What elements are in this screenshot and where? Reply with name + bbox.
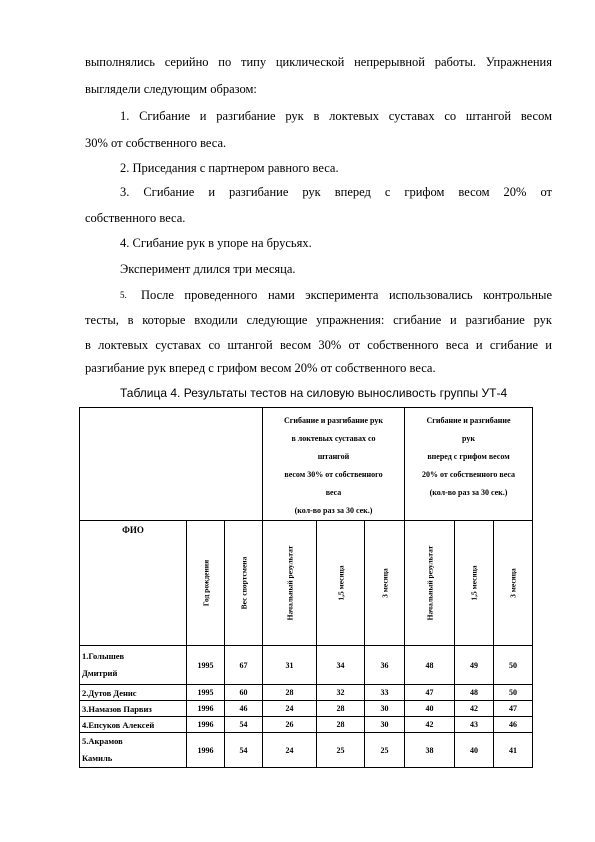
text-line-11: тесты, в которые входили следующие упражнения: сгибание и разгибание рук [85, 313, 552, 327]
cell-a3: 36 [365, 646, 405, 685]
table-row [80, 685, 533, 701]
cell-b3: 50 [494, 646, 533, 685]
group2-line-4: 20% от собственного веса [422, 470, 515, 479]
athlete-name-cell [80, 733, 187, 768]
cell-a2: 28 [317, 701, 365, 717]
cell-b3: 47 [494, 701, 533, 717]
initial-header-b-label: Начальный результат [425, 545, 434, 621]
initial-header-b [405, 521, 455, 646]
cell-b1: 40 [405, 701, 455, 717]
results-table [79, 407, 533, 768]
athlete-name-line: 2.Дутов Денис [82, 687, 137, 698]
table-row [80, 701, 533, 717]
m15-header-a [317, 521, 365, 646]
cell-a3: 30 [365, 701, 405, 717]
athlete-name-line: 4.Епсуков Алексей [82, 719, 155, 730]
group2-line-1: Сгибание и разгибание [426, 416, 511, 425]
athlete-name-cell [80, 646, 187, 685]
cell-a1: 31 [263, 646, 317, 685]
cell-b1: 47 [405, 685, 455, 701]
list-item-3: 3. Сгибание и разгибание рук вперед с грифом весом 20% от [120, 185, 552, 199]
cell-a2: 34 [317, 646, 365, 685]
m3-header-b-label: 3 месяца [508, 568, 518, 598]
group-header-forward-flexion [405, 408, 533, 521]
list-item-2: 2. Приседания с партнером равного веса. [120, 161, 339, 175]
fio-header: ФИО [80, 521, 187, 646]
group-header-elbow-flexion [263, 408, 405, 521]
text-line-4: 30% от собственного веса. [85, 136, 227, 150]
group2-line-2: рук [462, 434, 475, 443]
table-header-row-2 [80, 521, 533, 646]
table-body [80, 646, 533, 768]
group1-line-2: в локтевых суставах со [291, 434, 376, 443]
cell-a2: 32 [317, 685, 365, 701]
cell-weight: 54 [225, 733, 263, 768]
cell-a3: 25 [365, 733, 405, 768]
initial-header-a-label: Начальный результат [285, 545, 294, 621]
group1-line-6: (кол-во раз за 30 сек.) [294, 506, 373, 515]
cell-a1: 24 [263, 733, 317, 768]
group2-line-5: (кол-во раз за 30 сек.) [429, 488, 508, 497]
list-item-4: 4. Сгибание рук в упоре на брусьях. [120, 236, 312, 250]
cell-weight: 46 [225, 701, 263, 717]
cell-a1: 24 [263, 701, 317, 717]
cell-a2: 28 [317, 717, 365, 733]
cell-year: 1996 [187, 717, 225, 733]
cell-a3: 30 [365, 717, 405, 733]
table-row [80, 717, 533, 733]
header-empty-cell [80, 408, 263, 521]
athlete-name-cell [80, 701, 187, 717]
cell-b2: 43 [455, 717, 494, 733]
group1-line-4: весом 30% от собственного [284, 470, 383, 479]
group1-line-1: Сгибание и разгибание рук [283, 416, 384, 425]
cell-b3: 41 [494, 733, 533, 768]
cell-a1: 28 [263, 685, 317, 701]
cell-weight: 60 [225, 685, 263, 701]
athlete-name-line: Дмитрий [82, 668, 118, 678]
text-line-9: Эксперимент длился три месяца. [120, 262, 296, 276]
year-header [187, 521, 225, 646]
cell-b2: 49 [455, 646, 494, 685]
athlete-name-line: 3.Намазов Парвиз [82, 703, 152, 714]
initial-header-a [263, 521, 317, 646]
group1-line-3: штангой [317, 452, 350, 461]
weight-header [225, 521, 263, 646]
cell-weight: 54 [225, 717, 263, 733]
list-item-1: 1. Сгибание и разгибание рук в локтевых суставах со штангой весом [120, 109, 552, 123]
text-line-7: собственного веса. [85, 211, 186, 225]
cell-b1: 48 [405, 646, 455, 685]
text-line-13: разгибание рук вперед с грифом весом 20% от собственного веса. [85, 361, 436, 375]
cell-b3: 50 [494, 685, 533, 701]
text-line-12: в локтевых суставах со штангой весом 30% от собственного веса и сгибание и [85, 338, 552, 352]
cell-b2: 48 [455, 685, 494, 701]
m15-header-b [455, 521, 494, 646]
athlete-name-cell [80, 717, 187, 733]
cell-b2: 42 [455, 701, 494, 717]
m3-header-a-label: 3 месяца [380, 568, 389, 598]
cell-year: 1996 [187, 701, 225, 717]
athlete-name-line: Камиль [82, 753, 113, 763]
text-line-10: После проведенного нами эксперимента использовались контрольные [141, 288, 552, 302]
m3-header-b [494, 521, 533, 646]
cell-a1: 26 [263, 717, 317, 733]
cell-year: 1995 [187, 685, 225, 701]
m15-header-a-label: 1,5 месяца [336, 565, 345, 601]
cell-b3: 46 [494, 717, 533, 733]
weight-header-label: Вес спортсмена [239, 556, 248, 610]
cell-year: 1996 [187, 733, 225, 768]
athlete-name-line: 5.Акрамов [82, 736, 123, 746]
table-row [80, 733, 533, 768]
athlete-name-line: 1.Голышев [82, 651, 125, 661]
table-caption: Таблица 4. Результаты тестов на силовую выносливость группы УТ-4 [120, 386, 508, 400]
cell-b1: 42 [405, 717, 455, 733]
athlete-name-cell [80, 685, 187, 701]
text-line-1: выполнялись серийно по типу циклической непрерывной работы. Упражнения [85, 55, 552, 69]
m3-header-a [365, 521, 405, 646]
cell-a2: 25 [317, 733, 365, 768]
text-line-2: выглядели следующим образом: [85, 82, 257, 96]
group1-line-5: веса [325, 488, 342, 497]
cell-year: 1995 [187, 646, 225, 685]
cell-weight: 67 [225, 646, 263, 685]
table-header-row-1 [80, 408, 533, 521]
table-row [80, 646, 533, 685]
group2-line-3: вперед с грифом весом [427, 452, 510, 461]
m15-header-b-label: 1,5 месяца [469, 565, 479, 601]
list-number-5: 5. [120, 290, 127, 300]
year-header-label: Год рождения [201, 559, 210, 607]
cell-a3: 33 [365, 685, 405, 701]
cell-b2: 40 [455, 733, 494, 768]
cell-b1: 38 [405, 733, 455, 768]
